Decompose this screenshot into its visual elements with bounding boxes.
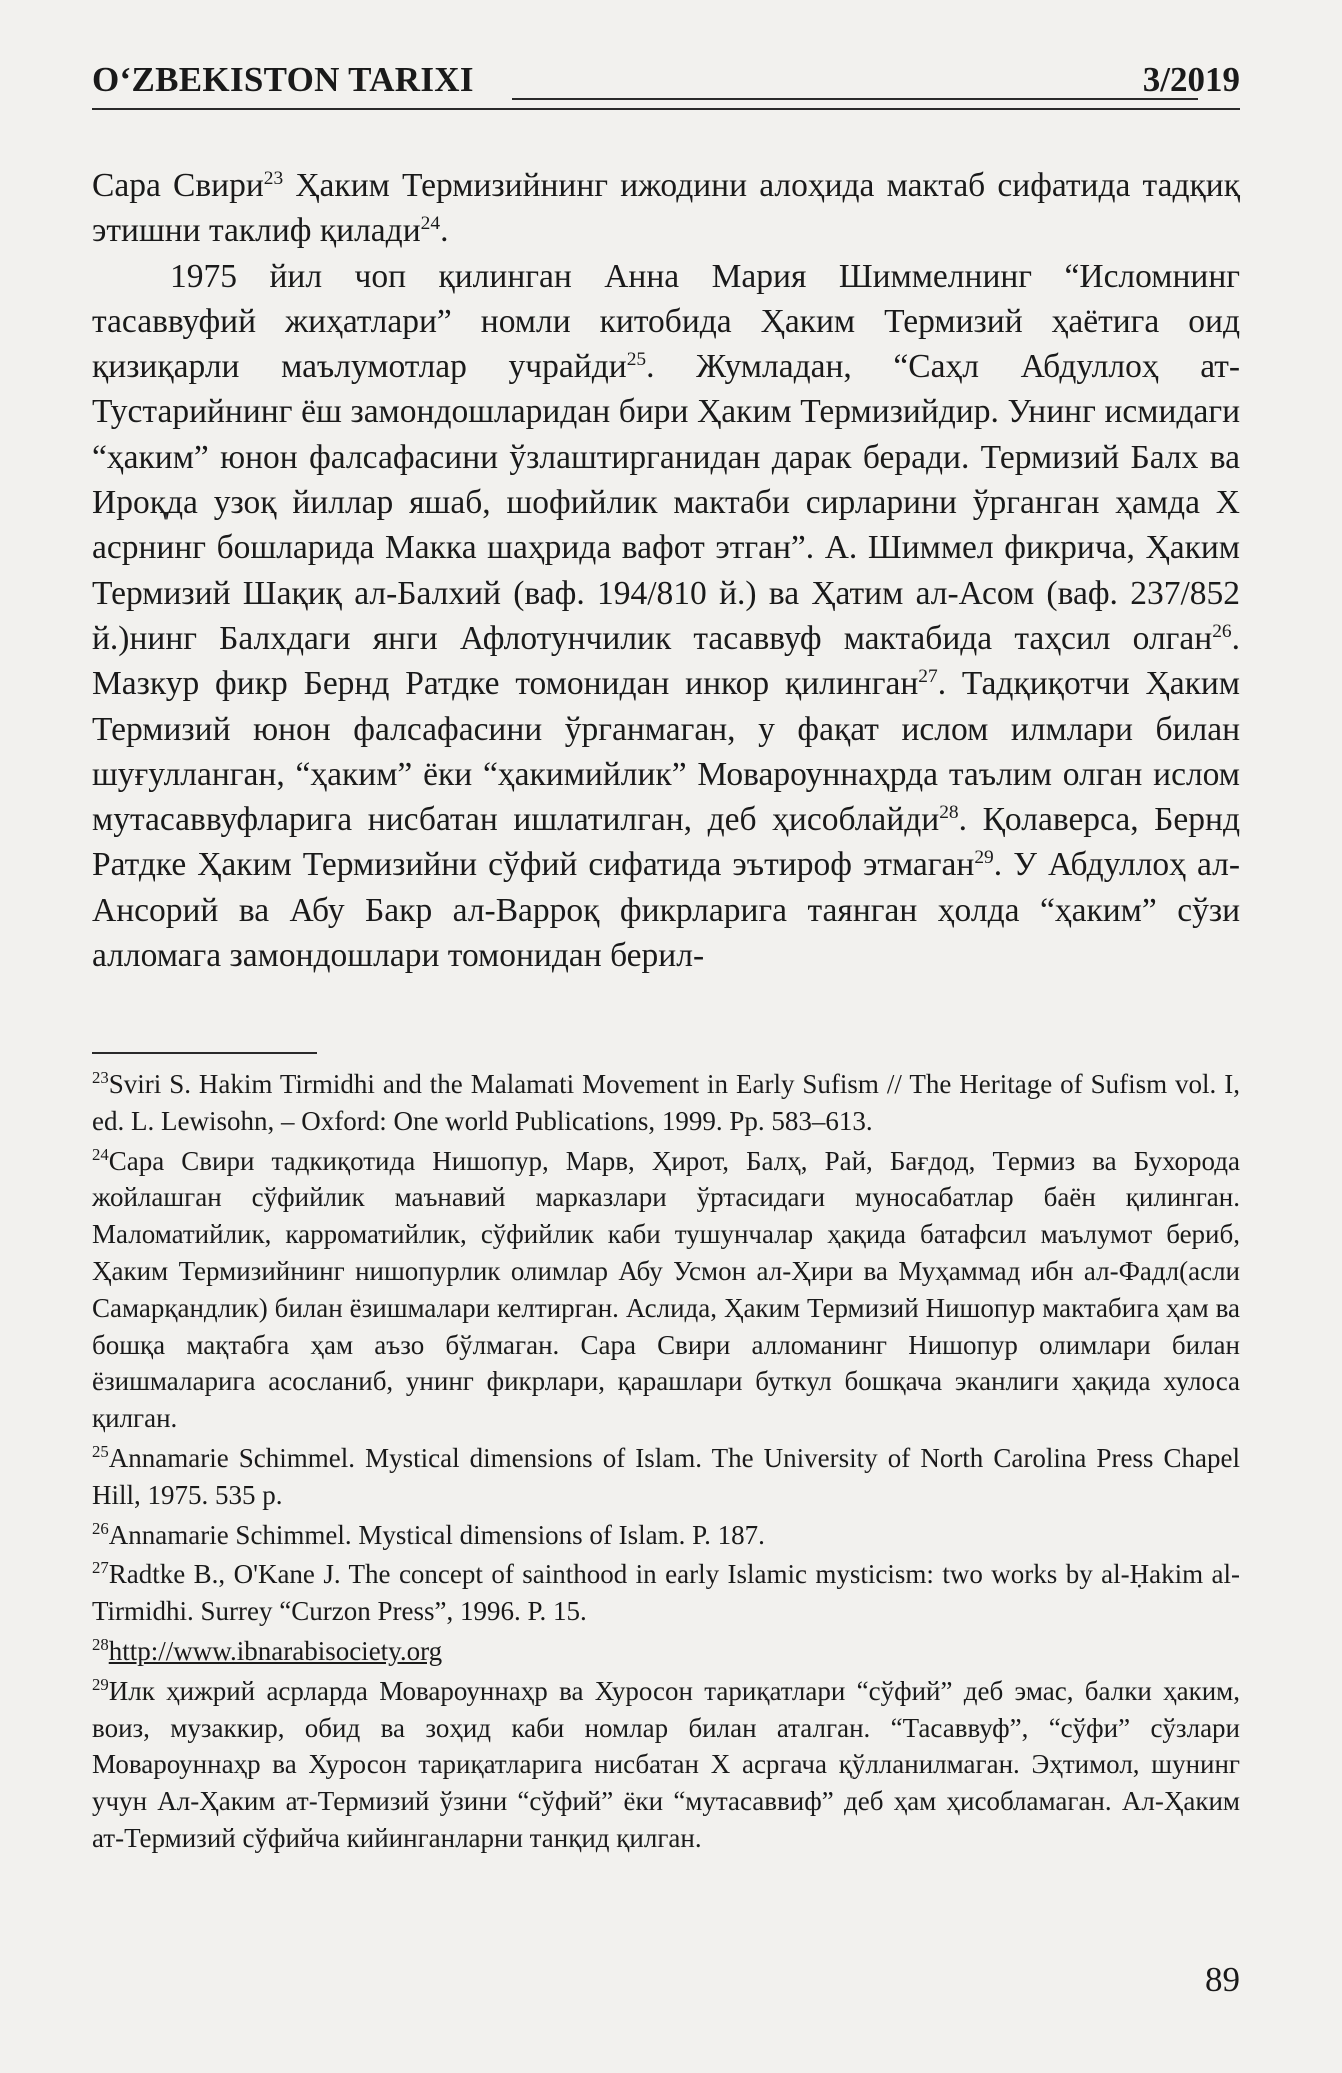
- footnote-number: 29: [92, 1674, 109, 1694]
- footnote-number: 24: [92, 1144, 109, 1164]
- footnote-25: [92, 1440, 1240, 1514]
- text-run: .: [440, 212, 449, 250]
- footnote-text: Сара Свири тадкиқотида Нишопур, Марв, Ҳирот, Балҳ, Рай, Бағдод, Термиз ва Бухорода жойлашган сўфийлик маънавий марказлари ўртасидаги муносабатлар баён қилинган. Маломатийлик, карроматийлик, сўфийлик каби тушунчалар ҳақида батафсил маълумот бериб, Ҳаким Термизийнинг нишопурлик олимлар Абу Усмон ал-Ҳири ва Муҳаммад ибн ал-Фадл(асли Самарқандлик) билан ёзишмалари келтирган. Аслида, Ҳаким Термизий Нишопур мактабига ҳам ва бошқа мақтабга ҳам аъзо бўлмаган. Сара Свири алломанинг Нишопур олимлари билан ёзишмаларига асосланиб, унинг фикрлари, қарашлари буткул бошқача эканлиги ҳақида хулоса қилган.: [92, 1145, 1240, 1434]
- footnote-number: 27: [92, 1558, 109, 1578]
- footnote-26: [92, 1517, 1240, 1554]
- footnote-24: [92, 1143, 1240, 1437]
- footnote-27: [92, 1556, 1240, 1630]
- issue-number: 3/2019: [1142, 60, 1240, 99]
- header-divider: [92, 108, 1240, 110]
- text-run: . Мазкур фикр Бернд Ратдке томонидан инкор қилинган: [92, 619, 1240, 703]
- footnote-number: 23: [92, 1068, 109, 1087]
- page-number: 89: [1205, 1960, 1240, 1999]
- footnote-ref-25[interactable]: 25: [626, 349, 647, 371]
- footnote-ref-26[interactable]: 26: [1212, 620, 1232, 642]
- footnote-28: [92, 1633, 1240, 1670]
- running-header: [92, 60, 1240, 106]
- footnote-ref-24[interactable]: 24: [420, 213, 441, 235]
- paragraph-1: [92, 163, 1240, 254]
- footnote-text: Annamarie Schimmel. Mystical dimensions of Islam. P. 187.: [108, 1519, 765, 1550]
- text-run: Ҳаким Термизийнинг ижодини алоҳида мактаб сифатида тадқиқ этишни таклиф қилади: [92, 167, 1240, 250]
- footnote-29: [92, 1673, 1240, 1857]
- text-run: Сара Свири: [92, 167, 264, 204]
- article-body: [92, 163, 1240, 978]
- text-run: . Тадқиқотчи Ҳаким Термизий юнон фалсафасини ўрганмаган, у фақат ислом илмлари билан шуғулланган, “ҳаким” ёки “ҳакимийлик” Мовароуннаҳрда таълим олган ислом мутасаввуфларига нисбатан ишлатилган, деб ҳисоблайди: [92, 665, 1241, 839]
- text-run: 1975 йил чоп қилинган Анна Мария Шиммелнинг “Исломнинг тасаввуфий жиҳатлари” номли китобида Ҳаким Термизий ҳаётига оид қизиқарли маълумотлар учрайди: [92, 257, 1240, 386]
- footnote-text: Annamarie Schimmel. Mystical dimensions of Islam. The University of North Carolina Press Chapel Hill, 1975. 535 p.: [92, 1442, 1240, 1510]
- footnote-ref-27[interactable]: 27: [918, 666, 938, 688]
- text-run: . У Абдуллоҳ ал-Ансорий ва Абу Бакр ал-Варроқ фикрларига таянган ҳолда “ҳаким” сўзи алломага замондошлари томонидан берил-: [92, 846, 1240, 975]
- text-run: . Жумладан, “Саҳл Абдуллоҳ ат-Тустарийнинг ёш замондошларидан бири Ҳаким Термизийдир. Унинг исмидаги “ҳаким” юнон фалсафасини ўзлаштирганидан дарак беради. Термизий Балх ва Ироқда узоқ йиллар яшаб, шофийлик мактаби сирларини ўрганган ҳамда X асрнинг бошларида Макка шаҳрида вафот этган”. А. Шиммел фикрича, Ҳаким Термизий Шақиқ ал-Балхий (ваф. 194/810 й.) ва Ҳатим ал-Асом (ваф. 237/852 й.)нинг Балхдаги янги Афлотунчилик тасаввуф мактабида таҳсил олган: [92, 348, 1241, 657]
- footnote-23: [92, 1066, 1240, 1140]
- footnote-text: Sviri S. Hakim Tirmidhi and the Malamati Movement in Early Sufism // The Heritage of Sufism vol. I, ed. L. Lewisohn, – Oxford: One world Publications, 1999. Pp. 583–613.: [92, 1069, 1240, 1136]
- footnote-ref-29[interactable]: 29: [974, 847, 994, 869]
- footnote-separator: [92, 1052, 317, 1054]
- footnote-text: Илк ҳижрий асрларда Мовароуннаҳр ва Хуросон тариқатлари “сўфий” деб эмас, балки ҳаким, воиз, музаккир, обид ва зоҳид каби номлар билан аталган. “Тасаввуф”, “сўфи” сўзлари Мовароуннаҳр ва Хуросон тариқатларига нисбатан X асргача қўлланилмаган. Эҳтимол, шунинг учун Ал-Ҳаким ат-Термизий ўзини “сўфий” ёки “мутасаввиф” деб ҳам ҳисобламаган. Ал-Ҳаким ат-Термизий сўфийча кийинганларни танқид қилган.: [92, 1675, 1240, 1853]
- paragraph-2: [92, 254, 1240, 979]
- header-rule: [512, 98, 1198, 100]
- footnote-number: 28: [92, 1634, 109, 1654]
- journal-title: O‘ZBEKISTON TARIXI: [92, 60, 474, 99]
- footnotes-section: [92, 1066, 1240, 1860]
- text-run: . Қолаверса, Бернд Ратдке Ҳаким Термизийни сўфий сифатида эътироф этмаган: [92, 801, 1241, 884]
- footnote-number: 26: [92, 1518, 109, 1538]
- footnote-number: 25: [92, 1441, 109, 1461]
- footnote-ref-23[interactable]: 23: [263, 167, 284, 189]
- footnote-text: Radtke B., O'Kane J. The concept of sainthood in early Islamic mysticism: two works by al-Ḥakim al-Tirmidhi. Surrey “Curzon Press”, 1996. P. 15.: [92, 1559, 1240, 1627]
- footnote-link[interactable]: http://www.ibnarabisociety.org: [108, 1635, 443, 1666]
- footnote-ref-28[interactable]: 28: [939, 802, 959, 823]
